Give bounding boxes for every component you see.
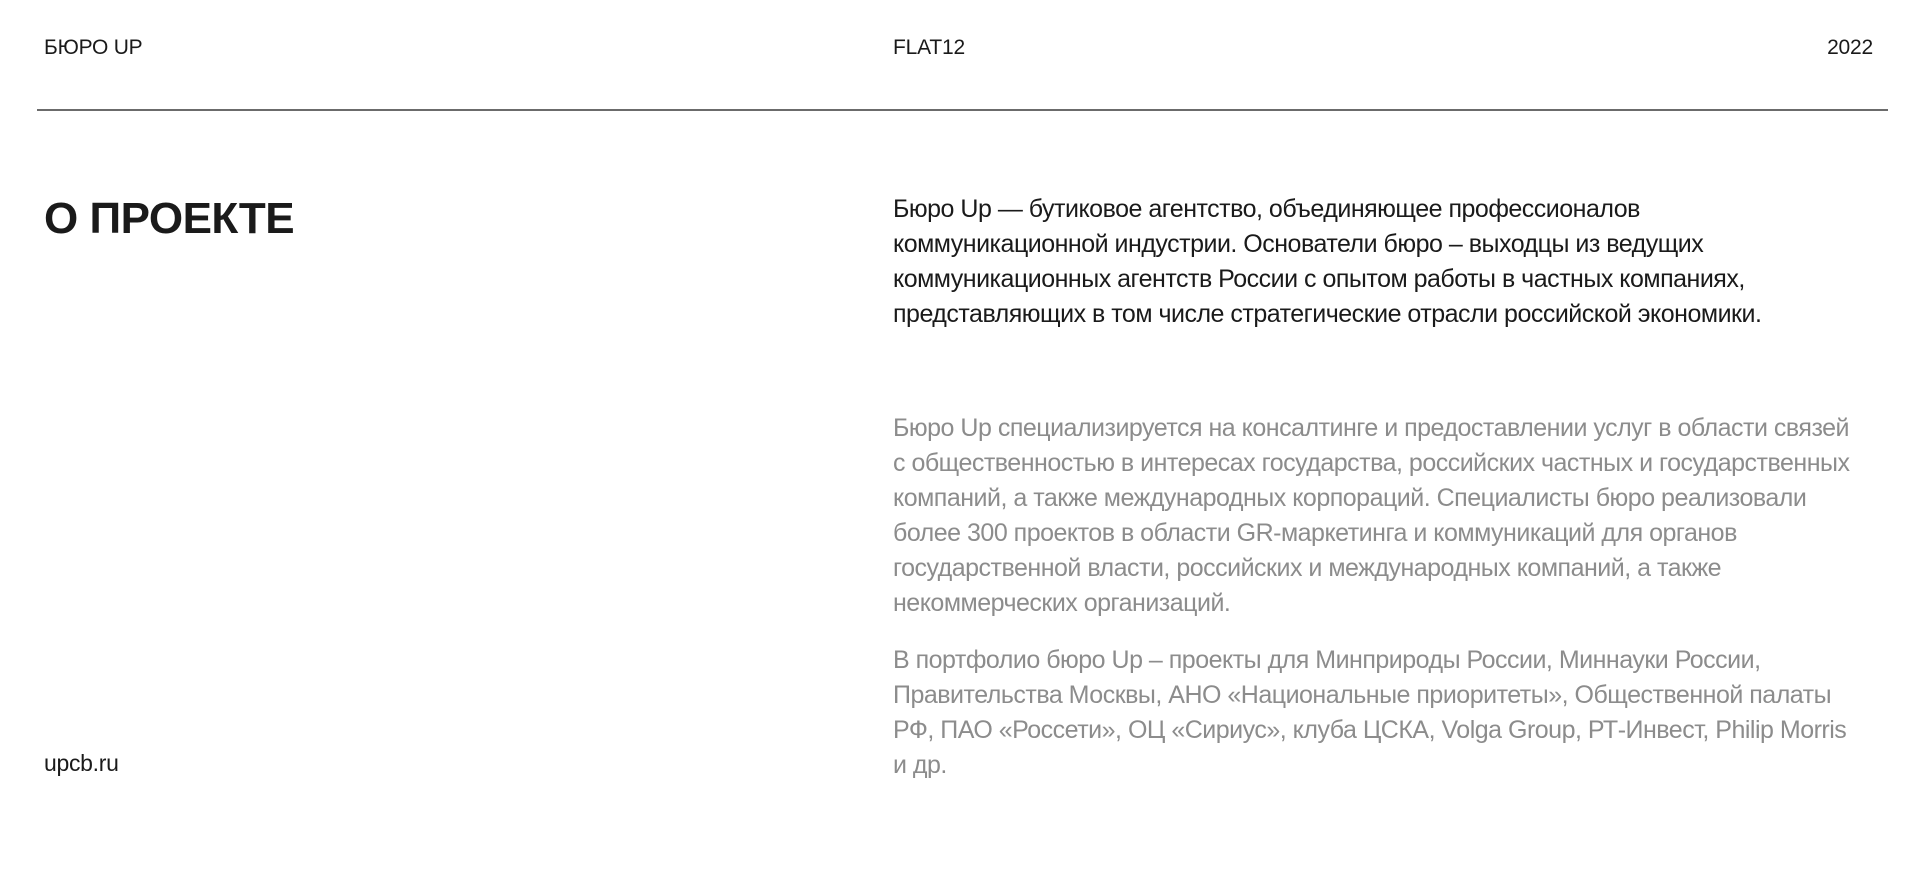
website-link[interactable]: upcb.ru	[44, 750, 119, 776]
section-title: О ПРОЕКТЕ	[44, 194, 295, 243]
project-name: FLAT12	[893, 36, 965, 59]
portfolio-paragraph: В портфолио бюро Up – проекты для Минприроды России, Миннауки России, Правительства Москвы, АНО «Национальные приоритеты», Общественной палаты РФ, ПАО «Россети», ОЦ «Сириус», клуба ЦСКА, Volga Group, РТ-Инвест, Philip Morris и др.	[893, 646, 1847, 779]
services-paragraph: Бюро Up специализируется на консалтинге и предоставлении услуг в области связей с общественностью в интересах государства, российских частных и государственных компаний, а также международных корпораций. Специалисты бюро реализовали более 300 проектов в области GR-маркетинга и коммуникаций для органов государственной власти, российских и международных компаний, а также некоммерческих организаций.	[893, 414, 1850, 617]
header-divider	[37, 109, 1888, 111]
lead-paragraph: Бюро Up — бутиковое агентство, объединяющее профессионалов коммуникационной индустрии. Основатели бюро – выходцы из ведущих коммуникационных агентств России с опытом работы в частных компаниях, представляющих в том числе стратегические отрасли российской экономики.	[893, 195, 1762, 328]
project-year: 2022	[1827, 36, 1873, 59]
about-content	[893, 192, 1853, 783]
brand-name: БЮРО UP	[44, 36, 143, 59]
